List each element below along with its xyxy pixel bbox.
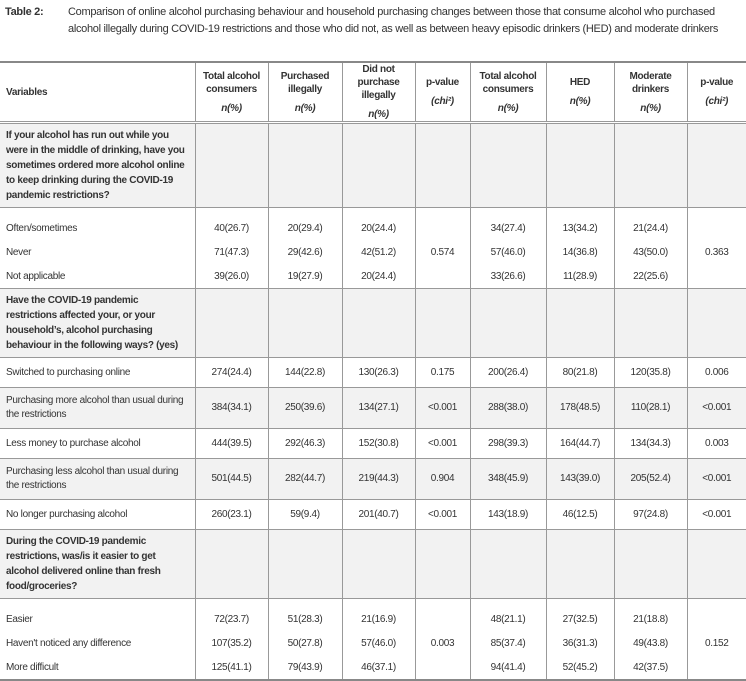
column-header [342, 62, 415, 123]
value-cell: 97(24.8) [614, 500, 687, 530]
empty-cell [415, 123, 470, 208]
value-cell: 21(16.9) [342, 599, 415, 632]
value-cell: 107(35.2) [195, 631, 268, 655]
p-value-cell [415, 264, 470, 289]
value-cell: 288(38.0) [470, 388, 546, 429]
value-cell: 14(36.8) [546, 240, 614, 264]
table-row [0, 264, 746, 289]
row-label: Haven't noticed any difference [6, 637, 132, 649]
value-cell: 444(39.5) [195, 429, 268, 459]
value-cell: 384(34.1) [195, 388, 268, 429]
empty-cell [415, 530, 470, 599]
p-value-cell [415, 208, 470, 241]
value-cell: 36(31.3) [546, 631, 614, 655]
empty-cell [687, 530, 746, 599]
p-value-cell: 0.904 [415, 459, 470, 500]
value-cell: 71(47.3) [195, 240, 268, 264]
row-label: Not applicable [6, 270, 66, 282]
empty-cell [687, 289, 746, 358]
empty-cell [614, 289, 687, 358]
question-text: If your alcohol has run out while you were in the middle of drinking, have you sometimes ordered more alcohol online to keep drinking during the COVID-19 pandemic restrictions? [0, 123, 195, 208]
column-header-unit: (chi²) [431, 96, 454, 107]
value-cell: 59(9.4) [268, 500, 342, 530]
value-cell: 298(39.3) [470, 429, 546, 459]
value-cell: 134(34.3) [614, 429, 687, 459]
p-value-cell [687, 599, 746, 632]
value-cell: 42(37.5) [614, 655, 687, 680]
p-value-cell: 0.175 [415, 358, 470, 388]
p-value-cell [415, 599, 470, 632]
value-cell: 250(39.6) [268, 388, 342, 429]
column-header-unit: n(%) [368, 109, 389, 120]
row-label: Never [6, 246, 32, 258]
value-cell: 20(24.4) [342, 264, 415, 289]
value-cell: 110(28.1) [614, 388, 687, 429]
value-cell: 20(24.4) [342, 208, 415, 241]
row-label: Often/sometimes [6, 222, 78, 234]
column-header [546, 62, 614, 123]
value-cell: 21(18.8) [614, 599, 687, 632]
value-cell: 134(27.1) [342, 388, 415, 429]
value-cell: 20(29.4) [268, 208, 342, 241]
value-cell: 152(30.8) [342, 429, 415, 459]
value-cell: 27(32.5) [546, 599, 614, 632]
p-value-cell: <0.001 [687, 459, 746, 500]
value-cell: 50(27.8) [268, 631, 342, 655]
p-value-cell: <0.001 [687, 388, 746, 429]
value-cell: 130(26.3) [342, 358, 415, 388]
value-cell: 51(28.3) [268, 599, 342, 632]
value-cell: 42(51.2) [342, 240, 415, 264]
value-cell: 48(21.1) [470, 599, 546, 632]
column-header [614, 62, 687, 123]
value-cell: 46(12.5) [546, 500, 614, 530]
p-value-cell: 0.152 [687, 631, 746, 655]
column-header-unit: (chi²) [705, 96, 729, 107]
value-cell: 52(45.2) [546, 655, 614, 680]
value-cell: 219(44.3) [342, 459, 415, 500]
empty-cell [687, 123, 746, 208]
empty-cell [614, 123, 687, 208]
column-header-label: Purchased illegally [280, 70, 330, 95]
caption-text: Comparison of online alcohol purchasing behaviour and household purchasing changes between those that consume alcohol who purchased alcohol illegally during COVID-19 restrictions and those who did not, as well as between heavy episodic drinkers (HED) and moderate drinkers [68, 6, 719, 35]
value-cell: 164(44.7) [546, 429, 614, 459]
value-cell: 501(44.5) [195, 459, 268, 500]
row-label: Purchasing more alcohol than usual during the restrictions [0, 388, 195, 429]
value-cell: 144(22.8) [268, 358, 342, 388]
p-value-cell: 0.003 [687, 429, 746, 459]
column-header-label: p-value [426, 77, 459, 88]
value-cell: 143(39.0) [546, 459, 614, 500]
table-row [0, 429, 746, 459]
column-header-label: p-value [700, 77, 734, 88]
empty-cell [342, 123, 415, 208]
value-cell: 94(41.4) [470, 655, 546, 680]
value-cell: 125(41.1) [195, 655, 268, 680]
empty-cell [546, 289, 614, 358]
p-value-cell [687, 208, 746, 241]
empty-cell [195, 289, 268, 358]
value-cell: 260(23.1) [195, 500, 268, 530]
value-cell: 57(46.0) [470, 240, 546, 264]
column-header-label: Variables [6, 86, 48, 98]
caption-label: Table 2: [5, 6, 44, 18]
empty-cell [470, 530, 546, 599]
question-text: Have the COVID-19 pandemic restrictions affected your, or your household’s, alcohol purchasing behaviour in the following ways? (yes) [0, 289, 195, 358]
value-cell: 21(24.4) [614, 208, 687, 241]
header-row [0, 62, 746, 123]
column-header-label: Moderate drinkers [629, 70, 672, 95]
value-cell: 200(26.4) [470, 358, 546, 388]
value-cell: 22(25.6) [614, 264, 687, 289]
column-header-label: Did not purchase illegally [357, 64, 400, 101]
column-header-label: Total alcohol consumers [202, 70, 261, 95]
p-value-cell: <0.001 [415, 429, 470, 459]
value-cell: 178(48.5) [546, 388, 614, 429]
column-header-unit: n(%) [294, 102, 316, 114]
value-cell: 39(26.0) [195, 264, 268, 289]
empty-cell [342, 530, 415, 599]
value-cell: 72(23.7) [195, 599, 268, 632]
value-cell: 34(27.4) [470, 208, 546, 241]
empty-cell [195, 530, 268, 599]
value-cell: 79(43.9) [268, 655, 342, 680]
column-header [0, 62, 195, 123]
value-cell: 348(45.9) [470, 459, 546, 500]
value-cell: 120(35.8) [614, 358, 687, 388]
p-value-cell [687, 655, 746, 680]
column-header-unit: n(%) [569, 96, 591, 107]
empty-cell [268, 123, 342, 208]
column-header [268, 62, 342, 123]
p-value-cell: <0.001 [415, 500, 470, 530]
value-cell: 19(27.9) [268, 264, 342, 289]
empty-cell [195, 123, 268, 208]
p-value-cell: 0.363 [687, 240, 746, 264]
column-header-unit: n(%) [221, 102, 242, 114]
empty-cell [415, 289, 470, 358]
value-cell: 57(46.0) [342, 631, 415, 655]
column-header [195, 62, 268, 123]
p-value-cell [687, 264, 746, 289]
value-cell: 274(24.4) [195, 358, 268, 388]
table-row [0, 459, 746, 500]
empty-cell [470, 289, 546, 358]
table-row [0, 388, 746, 429]
p-value-cell: 0.574 [415, 240, 470, 264]
value-cell: 143(18.9) [470, 500, 546, 530]
value-cell: 282(44.7) [268, 459, 342, 500]
empty-cell [470, 123, 546, 208]
table-row [0, 631, 746, 655]
p-value-cell: <0.001 [415, 388, 470, 429]
p-value-cell: 0.003 [415, 631, 470, 655]
table-row [0, 599, 746, 632]
results-table [0, 61, 746, 681]
table-row [0, 240, 746, 264]
value-cell: 80(21.8) [546, 358, 614, 388]
empty-cell [342, 289, 415, 358]
p-value-cell [415, 655, 470, 680]
value-cell: 43(50.0) [614, 240, 687, 264]
table-row [0, 358, 746, 388]
empty-cell [614, 530, 687, 599]
value-cell: 13(34.2) [546, 208, 614, 241]
empty-cell [268, 289, 342, 358]
value-cell: 292(46.3) [268, 429, 342, 459]
empty-cell [268, 530, 342, 599]
question-row [0, 123, 746, 208]
table-row [0, 655, 746, 680]
value-cell: 40(26.7) [195, 208, 268, 241]
value-cell: 49(43.8) [614, 631, 687, 655]
value-cell: 29(42.6) [268, 240, 342, 264]
value-cell: 85(37.4) [470, 631, 546, 655]
p-value-cell: 0.006 [687, 358, 746, 388]
row-label: Easier [6, 613, 33, 625]
empty-cell [546, 123, 614, 208]
column-header-label: HED [569, 77, 591, 88]
row-label: No longer purchasing alcohol [0, 500, 195, 530]
column-header [415, 62, 470, 123]
row-label: More difficult [6, 661, 59, 673]
column-header-label: Total alcohol consumers [479, 70, 537, 95]
table-row [0, 500, 746, 530]
table-row [0, 208, 746, 241]
column-header-unit: n(%) [497, 102, 519, 114]
row-label: Purchasing less alcohol than usual during the restrictions [0, 459, 195, 500]
value-cell: 205(52.4) [614, 459, 687, 500]
p-value-cell: <0.001 [687, 500, 746, 530]
question-row [0, 530, 746, 599]
question-row [0, 289, 746, 358]
column-header [687, 62, 746, 123]
row-label: Less money to purchase alcohol [0, 429, 195, 459]
column-header-unit: n(%) [640, 102, 661, 114]
column-header [470, 62, 546, 123]
value-cell: 46(37.1) [342, 655, 415, 680]
value-cell: 201(40.7) [342, 500, 415, 530]
row-label: Switched to purchasing online [0, 358, 195, 388]
question-text: During the COVID-19 pandemic restrictions, was/is it easier to get alcohol delivered online than fresh food/groceries? [0, 530, 195, 599]
value-cell: 33(26.6) [470, 264, 546, 289]
value-cell: 11(28.9) [546, 264, 614, 289]
empty-cell [546, 530, 614, 599]
